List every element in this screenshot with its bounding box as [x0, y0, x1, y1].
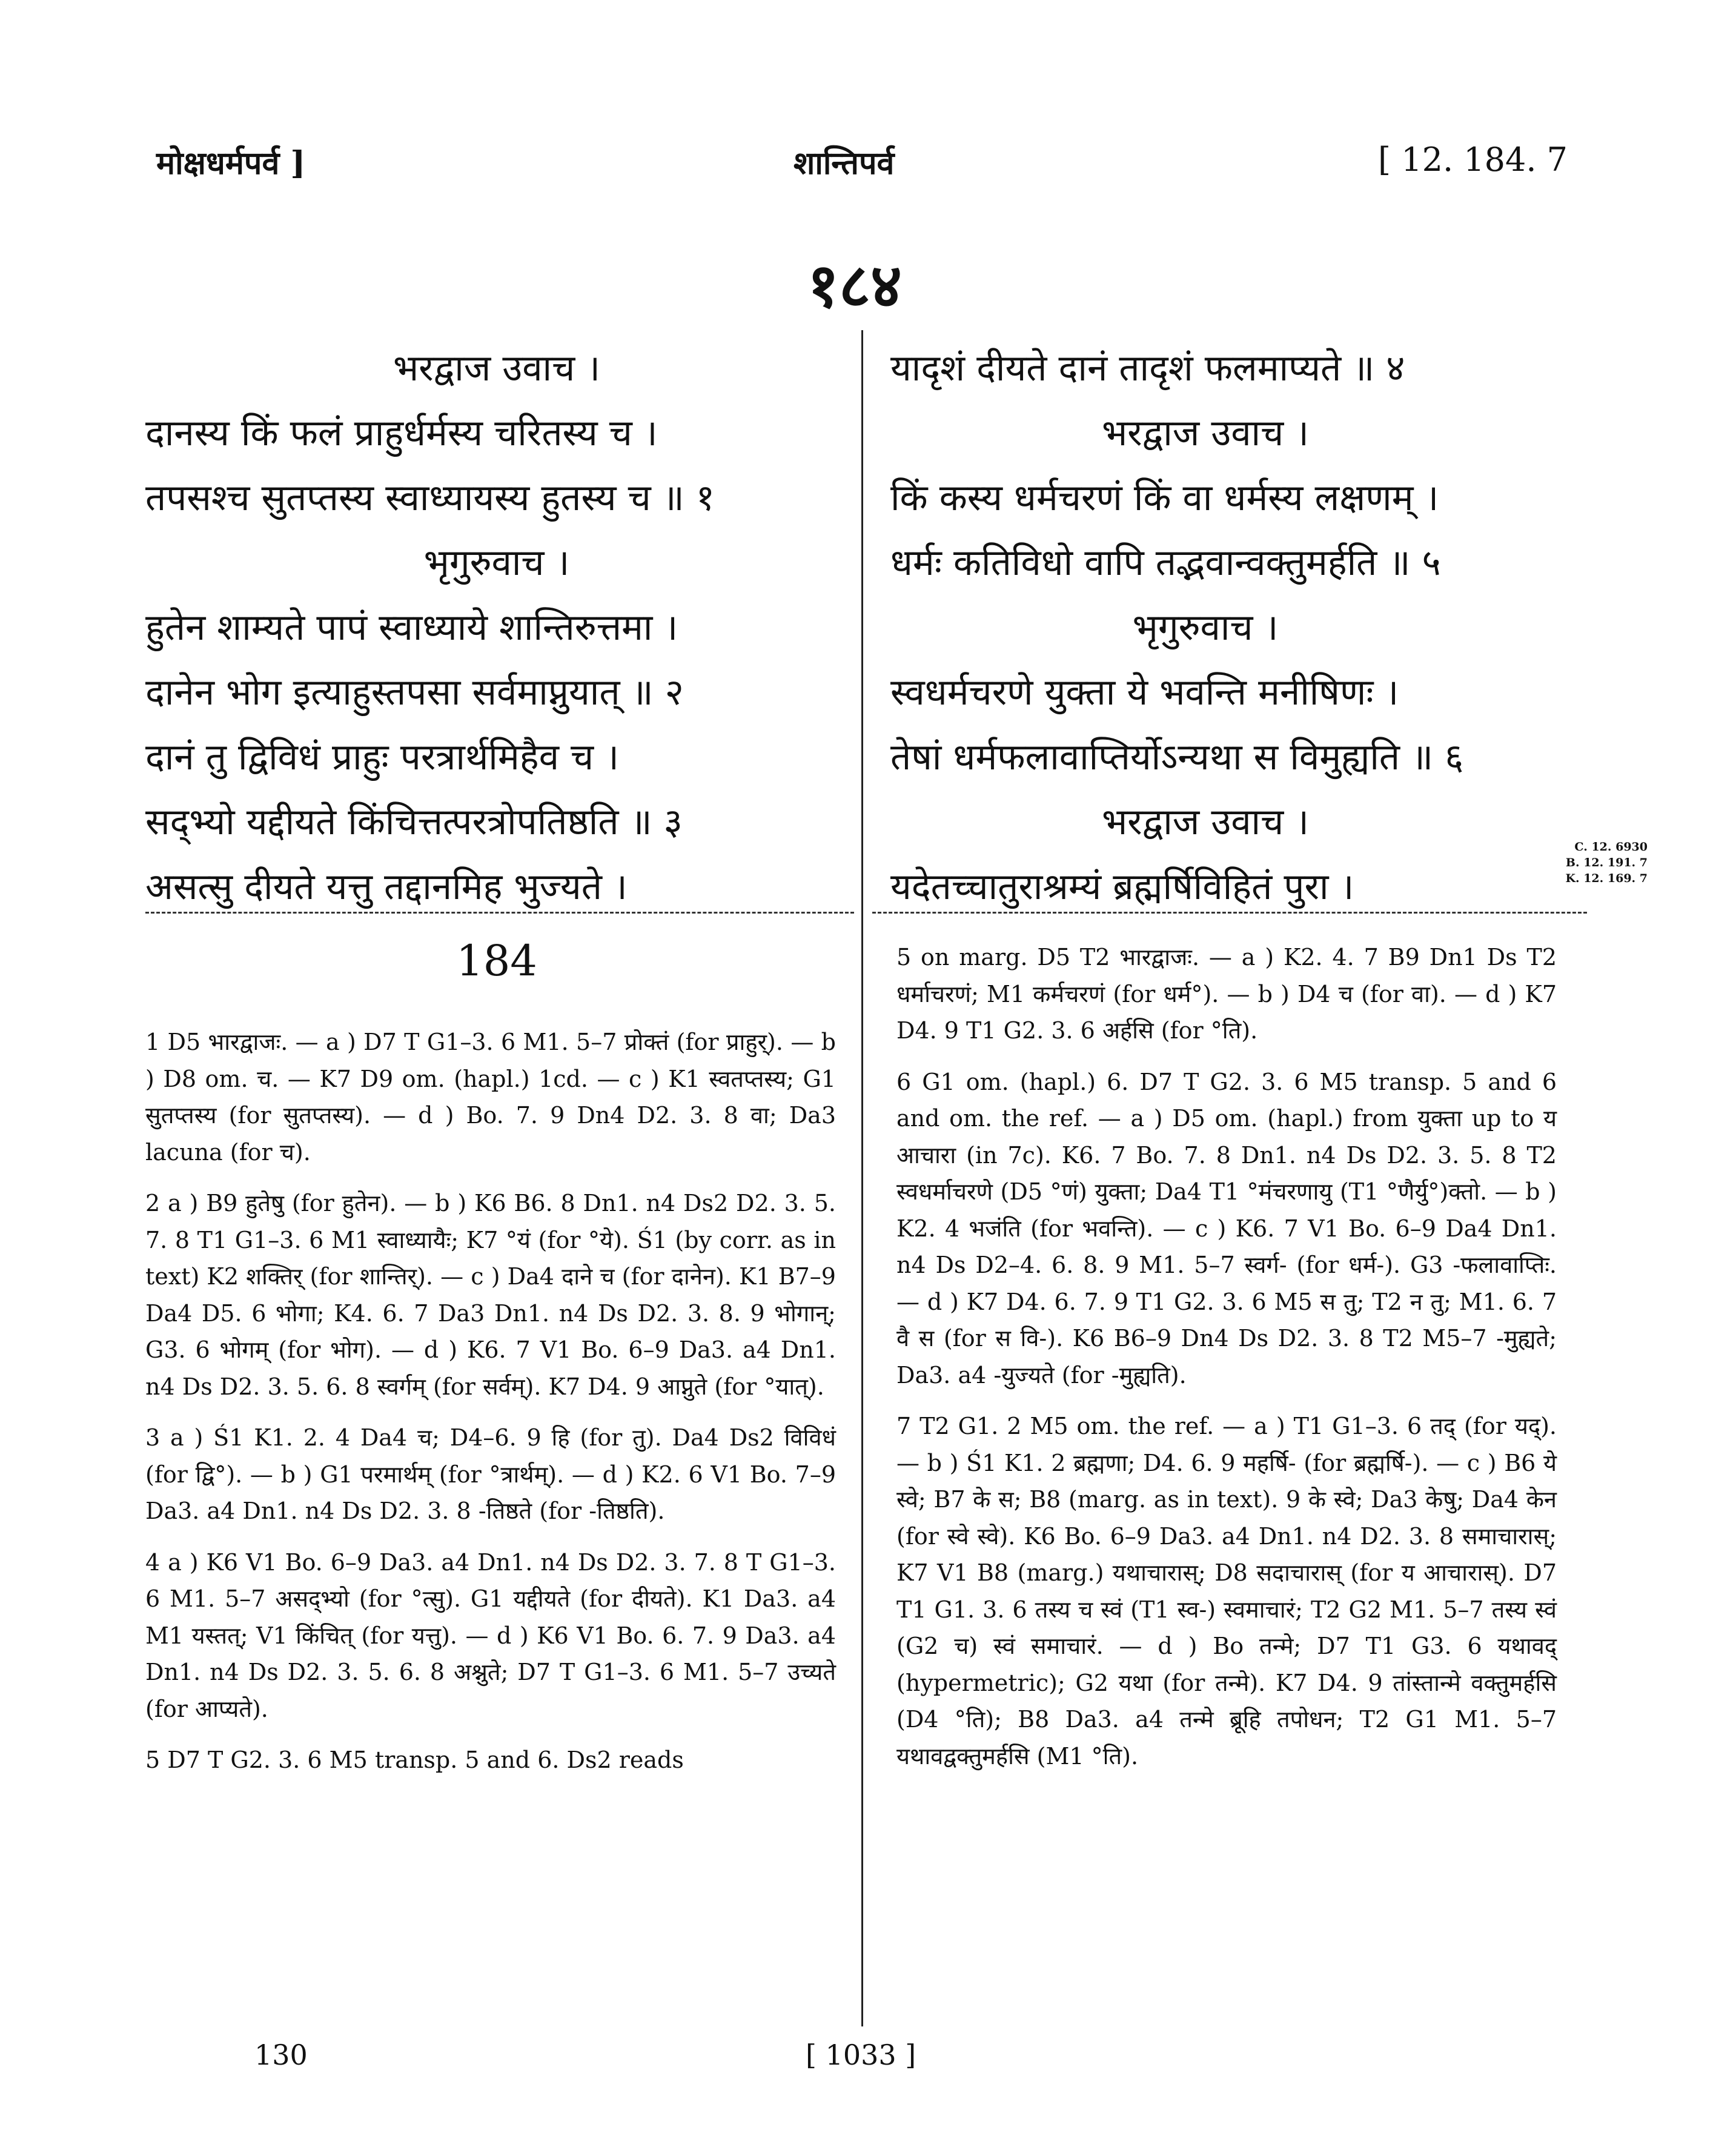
concordance-refs: [1532, 839, 1648, 886]
critical-chapter-number: 184: [456, 936, 537, 986]
concordance-ref: C. 12. 6930: [1574, 840, 1648, 854]
apparatus-note: 6 G1 om. (hapl.) 6. D7 T G2. 3. 6 M5 transp. 5 and 6 and om. the ref. — a ) D5 om. (hapl.) from युक्ता up to य आचारा (in 7c). K6. 7 Bo. 7. 8 Dn1. n4 Ds D2. 3. 5. 8 T2 स्वधर्माचरणे (D5 °णं) युक्ता; Da4 T1 °मंचरणायु (T1 °णैर्यु°)क्तो. — b ) K2. 4 भजंति (for भवन्ति). — c ) K6. 7 V1 Bo. 6–9 Da4 Dn1. n4 Ds D2–4. 6. 8. 9 M1. 5–7 स्वर्ग- (for धर्म-). G3 -फलावाप्तिः. — d ) K7 D4. 6. 7. 9 T1 G2. 3. 6 M5 स तु; T2 न तु; M1. 6. 7 वै स (for स वि-). K6 B6–9 Dn4 Ds D2. 3. 8 T2 M5–7 -मुह्यते; Da3. a4 -युज्यते (for -मुह्यति).: [896, 1068, 1557, 1389]
apparatus-note: 7 T2 G1. 2 M5 om. the ref. — a ) T1 G1–3. 6 तद् (for यद्). — b ) Ś1 K1. 2 ब्रह्मणा; D4. 6. 9 महर्षि- (for ब्रह्मर्षि-). — c ) B6 ये स्वे; B7 के स; B8 (marg. as in text). 9 के स्वे; Da3 केषु; Da4 केन (for स्वे स्वे). K6 Bo. 6–9 Da3. a4 Dn1. n4 D2. 3. 8 समाचारास्; K7 V1 B8 (marg.) यथाचारास्; D8 सदाचारास् (for य आचारास्). D7 T1 G1. 3. 6 तस्य च स्वं (T1 स्व-) स्वमाचारं; T2 G2 M1. 5–7 तस्य स्वं (G2 च) स्वं समाचारं. — d ) Bo तन्मे; D7 T1 G3. 6 यथावद् (hypermetric); G2 यथा (for तन्मे). K7 D4. 9 तांस्तान्मे वक्तुमर्हसि (D4 °ति); B8 Da3. a4 तन्मे ब्रूहि तपोधन; T2 G1 M1. 5–7 यथावद्वक्तुमर्हसि (M1 °ति).: [896, 1413, 1557, 1770]
header-right: [ 12. 184. 7: [1378, 141, 1568, 179]
speaker-line: भरद्वाज उवाच ।: [1101, 801, 1310, 843]
verse-line: यदेतच्चातुराश्रम्यं ब्रह्मर्षिविहितं पुरा ।: [890, 866, 1354, 908]
concordance-ref: K. 12. 169. 7: [1565, 872, 1648, 885]
apparatus-note: 3 a ) Ś1 K1. 2. 4 Da4 च; D4–6. 9 हि (for तु). Da4 Ds2 विविधं (for द्वि°). — b ) G1 परमार्थम् (for °त्रार्थम्). — d ) K2. 6 V1 Bo. 7–9 Da3. a4 Dn1. n4 Ds D2. 3. 8 -तिष्ठते (for -तिष्ठति).: [145, 1424, 836, 1524]
verse-line: हुतेन शाम्यते पापं स्वाध्याये शान्तिरुत्तमा ।: [145, 606, 678, 649]
speaker-line: भरद्वाज उवाच ।: [1101, 412, 1310, 454]
verse-line: दानं तु द्विविधं प्राहुः परत्रार्थमिहैव च ।: [145, 736, 619, 778]
verse-line: दानस्य किं फलं प्राहुर्धर्मस्य चरितस्य च ।: [145, 412, 658, 454]
verse-column-right: [890, 336, 1520, 920]
apparatus-note: 4 a ) K6 V1 Bo. 6–9 Da3. a4 Dn1. n4 Ds D2. 3. 7. 8 T G1–3. 6 M1. 5–7 असद्भ्यो (for °त्सु). G1 यद्दीयते (for दीयते). K1 Da3. a4 M1 यस्तत्; V1 किंचित् (for यत्तु). — d ) K6 V1 Bo. 6. 7. 9 Da3. a4 Dn1. n4 Ds D2. 3. 5. 6. 8 अश्नुते; D7 T G1–3. 6 M1. 5–7 उच्यते (for आप्यते).: [145, 1548, 836, 1722]
apparatus-separator-left: [145, 912, 854, 914]
verse-line: दानेन भोग इत्याहुस्तपसा सर्वमाप्नुयात् ॥ २: [145, 671, 684, 714]
apparatus-note: 5 D7 T G2. 3. 6 M5 transp. 5 and 6. Ds2 reads: [145, 1747, 684, 1773]
notes-column-left: [145, 1024, 836, 1793]
verse-line: किं कस्य धर्मचरणं किं वा धर्मस्य लक्षणम् ।: [890, 477, 1439, 519]
apparatus-note: 2 a ) B9 हुतेषु (for हुतेन). — b ) K6 B6. 8 Dn1. n4 Ds2 D2. 3. 5. 7. 8 T1 G1–3. 6 M1 स्वाध्यायैः; K7 °यं (for °ये). Ś1 (by corr. as in text) K2 शक्तिर् (for शान्तिर्). — c ) Da4 दाने च (for दानेन). K1 B7–9 Da4 D5. 6 भोगा; K4. 6. 7 Da3 Dn1. n4 Ds D2. 3. 8. 9 भोगान्; G3. 6 भोगम् (for भोग). — d ) K6. 7 V1 Bo. 6–9 Da3. a4 Dn1. n4 Ds D2. 3. 5. 6. 8 स्वर्गम् (for सर्वम्). K7 D4. 9 आप्नुते (for °यात्).: [145, 1190, 836, 1400]
apparatus-note: 1 D5 भारद्वाजः. — a ) D7 T G1–3. 6 M1. 5–7 प्रोक्तं (for प्राहुर्). — b ) D8 om. च. — K7 D9 om. (hapl.) 1cd. — c ) K1 स्वतप्तस्य; G1 सुतप्तस्य (for सुतप्तस्य). — d ) Bo. 7. 9 Dn4 D2. 3. 8 वा; Da3 lacuna (for च).: [145, 1029, 836, 1166]
speaker-line: भरद्वाज उवाच ।: [393, 347, 601, 390]
concordance-ref: B. 12. 191. 7: [1565, 856, 1648, 869]
speaker-line: भृगुरुवाच ।: [423, 542, 570, 584]
speaker-line: भृगुरुवाच ।: [1132, 606, 1279, 649]
verse-line: तेषां धर्मफलावाप्तिर्योऽन्यथा स विमुह्यति ॥ ६: [890, 736, 1464, 778]
verse-line: धर्मः कतिविधो वापि तद्भवान्वक्तुमर्हति ॥ ५: [890, 542, 1441, 584]
notes-column-right: [896, 939, 1557, 1789]
apparatus-separator-right: [872, 912, 1587, 914]
header-center: शान्तिपर्व: [793, 145, 895, 182]
header-left: मोक्षधर्मपर्व ]: [156, 145, 306, 182]
verse-line: असत्सु दीयते यत्तु तद्दानमिह भुज्यते ।: [145, 866, 628, 908]
verse-line: तपसश्च सुतप्तस्य स्वाध्यायस्य हुतस्य च ॥ १: [145, 477, 715, 519]
page-number-center: [ 1033 ]: [806, 2039, 916, 2071]
verse-line: यादृशं दीयते दानं तादृशं फलमाप्यते ॥ ४: [890, 347, 1405, 390]
verse-line: सद्भ्यो यद्दीयते किंचित्तत्परत्रोपतिष्ठति ॥ ३: [145, 801, 683, 843]
column-divider: [861, 330, 863, 2026]
verse-column-left: [145, 336, 848, 920]
chapter-number-devanagari: १८४: [807, 250, 902, 321]
apparatus-note: 5 on marg. D5 T2 भारद्वाजः. — a ) K2. 4. 7 B9 Dn1 Ds T2 धर्माचरणं; M1 कर्मचरणं (for धर्म°). — b ) D4 च (for वा). — d ) K7 D4. 9 T1 G2. 3. 6 अर्हसि (for °ति).: [896, 944, 1557, 1044]
verse-line: स्वधर्मचरणे युक्ता ये भवन्ति मनीषिणः ।: [890, 671, 1399, 714]
page-number-left: 130: [254, 2039, 308, 2071]
